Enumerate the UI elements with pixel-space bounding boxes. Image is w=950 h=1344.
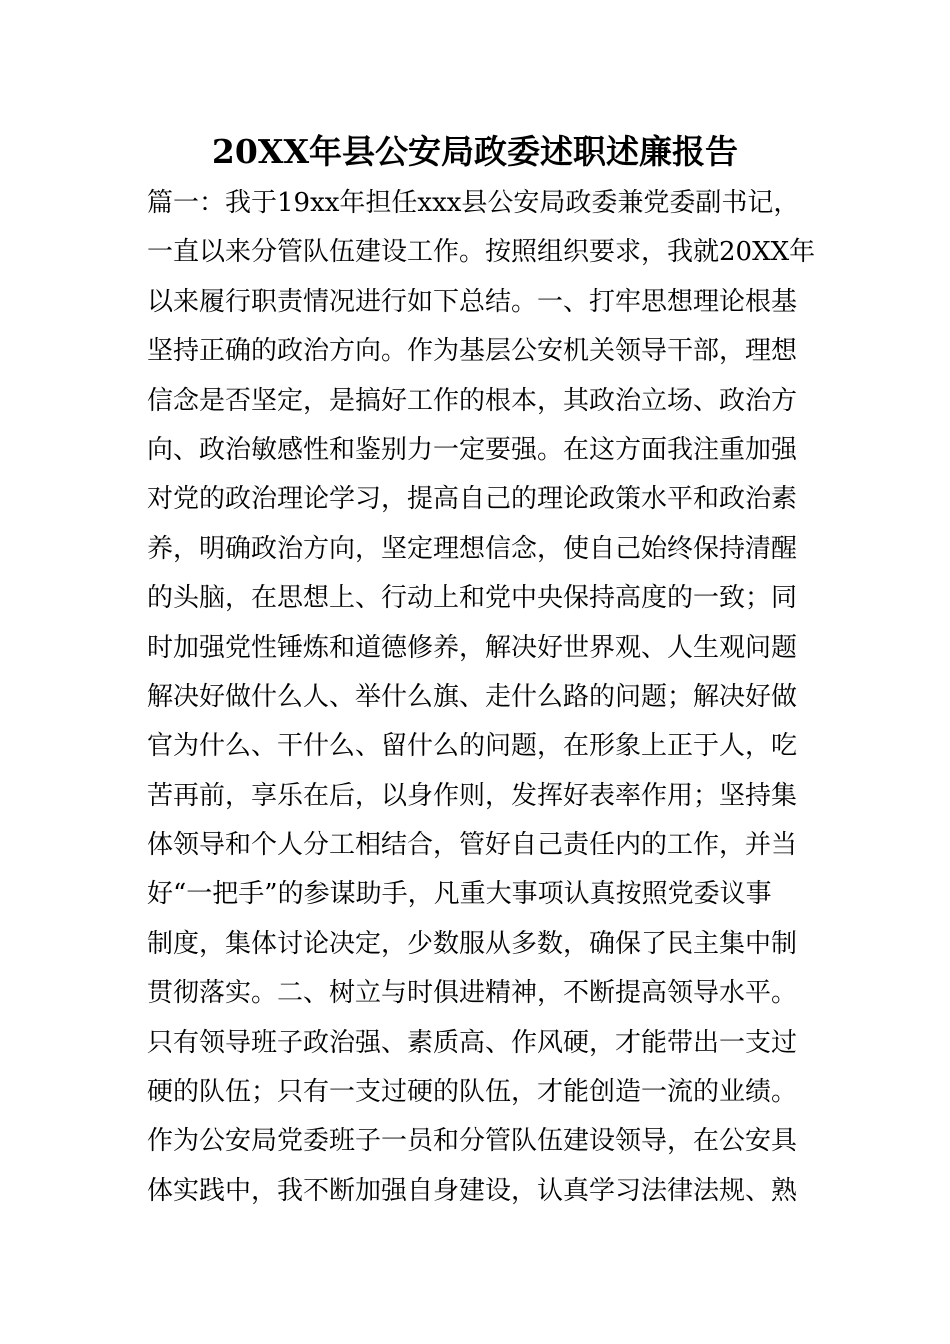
body-line: 硬的队伍；只有一支过硬的队伍，才能创造一流的业绩。	[147, 1077, 798, 1108]
body-line: 作为公安局党委班子一员和分管队伍建设领导，在公安具	[147, 1126, 798, 1157]
body-line: 信念是否坚定，是搞好工作的根本，其政治立场、政治方	[147, 385, 798, 416]
body-line: 向、政治敏感性和鉴别力一定要强。在这方面我注重加强	[147, 434, 798, 465]
body-line: 养，明确政治方向，坚定理想信念，使自己始终保持清醒	[147, 533, 798, 564]
body-line: 只有领导班子政治强、素质高、作风硬，才能带出一支过	[147, 1027, 798, 1058]
body-line: 篇一：我于19xx年担任xxx县公安局政委兼党委副书记，	[147, 188, 800, 218]
body-line: 以来履行职责情况进行如下总结。一、打牢思想理论根基	[147, 286, 798, 317]
body-line: 的头脑，在思想上、行动上和党中央保持高度的一致；同	[147, 583, 798, 614]
body-line: 苦再前，享乐在后，以身作则，发挥好表率作用；坚持集	[147, 780, 798, 811]
body-line: 一直以来分管队伍建设工作。按照组织要求，我就20XX年	[147, 237, 816, 268]
body-line: 好“一把手”的参谋助手，凡重大事项认真按照党委议事	[147, 879, 772, 910]
body-line: 对党的政治理论学习，提高自己的理论政策水平和政治素	[147, 484, 798, 515]
document-title: 20XX年县公安局政委述职述廉报告	[211, 132, 739, 171]
body-line: 时加强党性锤炼和道德修养，解决好世界观、人生观问题	[147, 632, 798, 663]
body-line: 贯彻落实。二、树立与时俱进精神，不断提高领导水平。	[147, 978, 798, 1009]
body-line: 坚持正确的政治方向。作为基层公安机关领导干部，理想	[147, 336, 798, 367]
body-line: 制度，集体讨论决定，少数服从多数，确保了民主集中制	[147, 928, 798, 959]
body-line: 体领导和个人分工相结合，管好自己责任内的工作，并当	[147, 830, 798, 861]
body-line: 体实践中，我不断加强自身建设，认真学习法律法规、熟	[147, 1175, 798, 1206]
body-line: 解决好做什么人、举什么旗、走什么路的问题；解决好做	[147, 681, 798, 712]
document-body	[147, 179, 827, 1216]
body-line: 官为什么、干什么、留什么的问题，在形象上正于人，吃	[147, 731, 798, 762]
